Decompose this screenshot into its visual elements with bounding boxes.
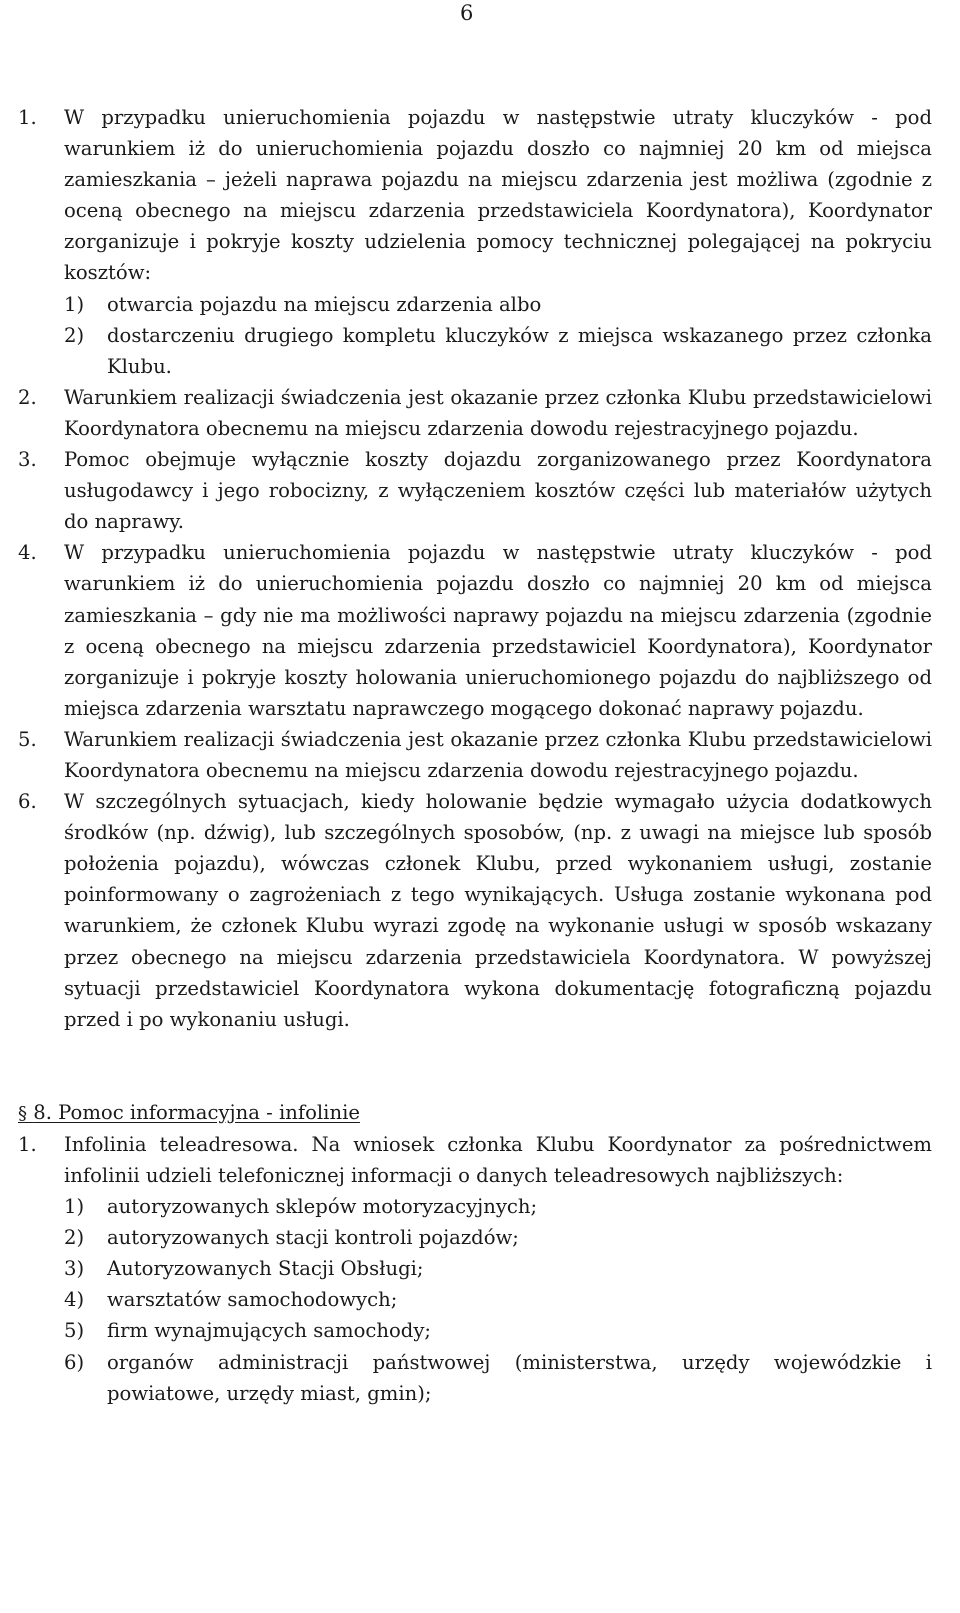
list-item bbox=[18, 724, 932, 786]
item-text: W przypadku unieruchomienia pojazdu w następstwie utraty kluczyków - pod warunkiem iż do unieruchomienia pojazdu doszło co najmniej 20 km od miejsca zamieszkania – gdy nie ma możliwości naprawy pojazdu na miejscu zdarzenia (zgodnie z oceną obecnego na miejscu zdarzenia przedstawiciel Koordynatora), Koordynator zorganizuje i pokryje koszty holowania unieruchomionego pojazdu do najbliższego od miejsca zdarzenia warsztatu naprawczego mogącego dokonać naprawy pojazdu. bbox=[64, 541, 932, 720]
sub-item-text: warsztatów samochodowych; bbox=[107, 1288, 398, 1312]
section-symbol: § bbox=[18, 1102, 27, 1124]
item-number: 4. bbox=[18, 541, 37, 565]
item-text: W szczególnych sytuacjach, kiedy holowanie będzie wymagało użycia dodatkowych środków (np. dźwig), lub szczególnych sposobów, (np. z uwagi na miejsce lub sposób położenia pojazdu), wówczas członek Klubu, przed wykonaniem usługi, zostanie poinformowany o zagrożeniach z tego wynikających. Usługa zostanie wykonana pod warunkiem, że członek Klubu wyrazi zgodę na wykonanie usługi w sposób wskazany przez obecnego na miejscu zdarzenia przedstawiciela Koordynatora. W powyższej sytuacji przedstawiciel Koordynatora wykona dokumentację fotograficzną pojazdu przed i po wykonaniu usługi. bbox=[64, 790, 932, 1031]
item-number: 1. bbox=[18, 1132, 37, 1156]
section-heading bbox=[18, 1097, 932, 1129]
sub-item-text: autoryzowanych sklepów motoryzacyjnych; bbox=[107, 1195, 538, 1219]
sub-item-text: Autoryzowanych Stacji Obsługi; bbox=[107, 1257, 424, 1281]
sub-list-item bbox=[64, 289, 932, 320]
section-title: 8. Pomoc informacyjna - infolinie bbox=[33, 1100, 360, 1124]
sub-item-text: otwarcia pojazdu na miejscu zdarzenia albo bbox=[107, 292, 542, 316]
sub-list-item bbox=[64, 1315, 932, 1346]
item-text: W przypadku unieruchomienia pojazdu w następstwie utraty kluczyków - pod warunkiem iż do unieruchomienia pojazdu doszło co najmniej 20 km od miejsca zamieszkania – jeżeli naprawa pojazdu na miejscu zdarzenia jest możliwa (zgodnie z oceną obecnego na miejscu zdarzenia przedstawiciela Koordynatora), Koordynator zorganizuje i pokryje koszty udzielenia pomocy technicznej polegającej na pokryciu kosztów: bbox=[64, 106, 932, 285]
sub-item-number: 6) bbox=[64, 1350, 85, 1374]
document-body bbox=[18, 102, 932, 1409]
item-text: Infolinia teleadresowa. Na wniosek członka Klubu Koordynator za pośrednictwem infolinii udzieli telefonicznej informacji o danych teleadresowych najbliższych: bbox=[64, 1132, 932, 1187]
list-item bbox=[18, 786, 932, 1035]
list-item bbox=[18, 537, 932, 724]
sub-item-text: firm wynajmujących samochody; bbox=[107, 1319, 431, 1343]
sub-item-number: 3) bbox=[64, 1257, 85, 1281]
item-number: 1. bbox=[18, 106, 37, 129]
item-number: 2. bbox=[18, 385, 37, 409]
sub-list-item bbox=[64, 1347, 932, 1409]
list-item bbox=[18, 102, 932, 382]
sub-list-item bbox=[64, 320, 932, 382]
sub-item-text: autoryzowanych stacji kontroli pojazdów; bbox=[107, 1226, 519, 1250]
sub-list-item bbox=[64, 1222, 932, 1253]
sub-item-number: 2) bbox=[64, 323, 85, 347]
sub-list-item bbox=[64, 1284, 932, 1315]
sub-item-number: 4) bbox=[64, 1288, 85, 1312]
sub-item-text: dostarczeniu drugiego kompletu kluczyków z miejsca wskazanego przez członka Klubu. bbox=[107, 323, 932, 378]
item-number: 5. bbox=[18, 727, 37, 751]
sub-list-item bbox=[64, 1253, 932, 1284]
list-item bbox=[18, 382, 932, 444]
item-text: Warunkiem realizacji świadczenia jest okazanie przez członka Klubu przedstawicielowi Koordynatora obecnemu na miejscu zdarzenia dowodu rejestracyjnego pojazdu. bbox=[64, 727, 932, 782]
item-number: 3. bbox=[18, 448, 37, 472]
list-item bbox=[18, 1129, 932, 1409]
sub-item-number: 1) bbox=[64, 292, 85, 316]
page-number: 6 bbox=[460, 1, 474, 25]
item-text: Warunkiem realizacji świadczenia jest okazanie przez członka Klubu przedstawicielowi Koordynatora obecnemu na miejscu zdarzenia dowodu rejestracyjnego pojazdu. bbox=[64, 385, 932, 440]
item-text: Pomoc obejmuje wyłącznie koszty dojazdu zorganizowanego przez Koordynatora usługodawcy i jego robocizny, z wyłączeniem kosztów części lub materiałów użytych do naprawy. bbox=[64, 448, 932, 534]
item-number: 6. bbox=[18, 790, 37, 814]
sub-item-number: 5) bbox=[64, 1319, 85, 1343]
sub-list-item bbox=[64, 1191, 932, 1222]
sub-item-number: 1) bbox=[64, 1195, 85, 1219]
sub-item-number: 2) bbox=[64, 1226, 85, 1250]
sub-item-text: organów administracji państwowej (ministerstwa, urzędy wojewódzkie i powiatowe, urzędy miast, gmin); bbox=[107, 1350, 932, 1405]
list-item bbox=[18, 444, 932, 537]
